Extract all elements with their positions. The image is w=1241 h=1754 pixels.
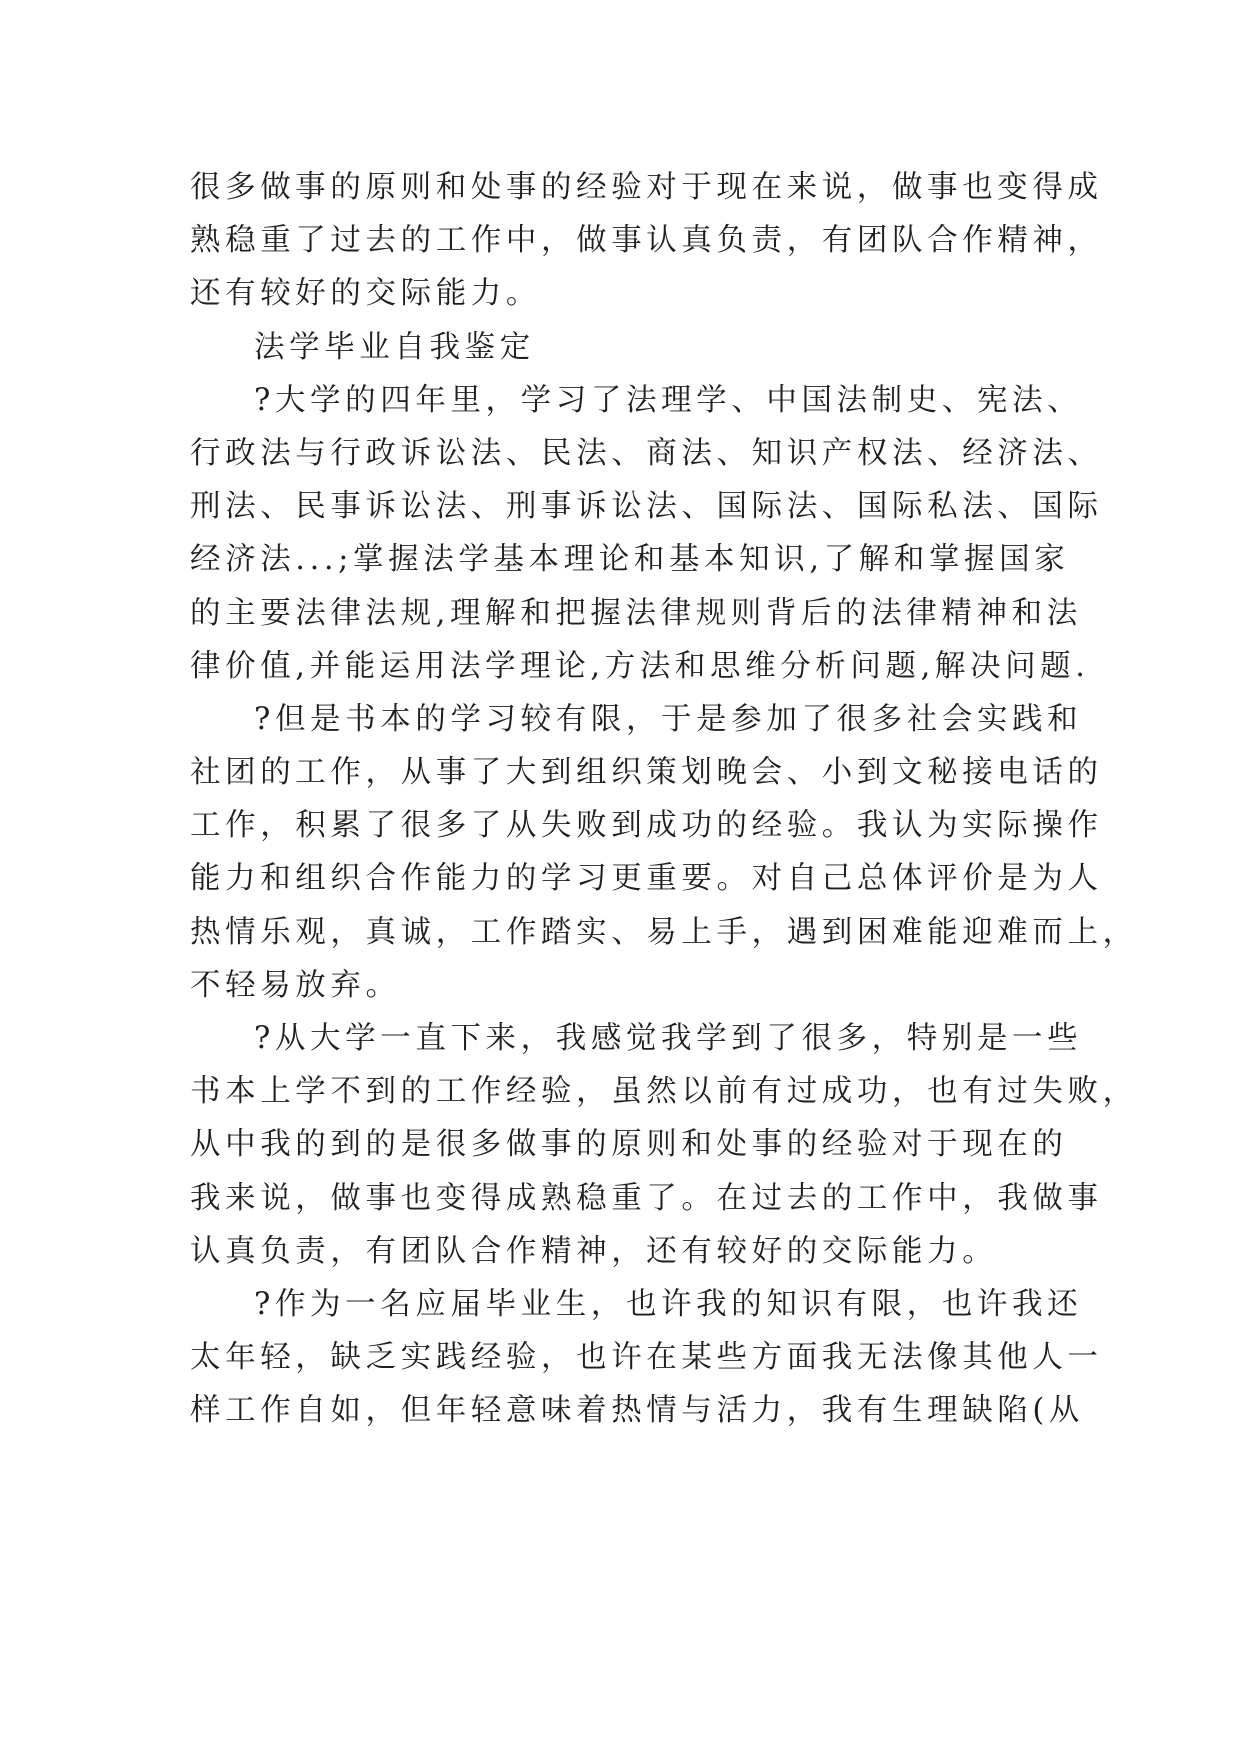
text-line: ?大学的四年里，学习了法理学、中国法制史、宪法、	[254, 382, 1083, 418]
text-line: 不轻易放弃。	[190, 967, 401, 1003]
text-line: 律价值,并能运用法学理论,方法和思维分析问题,解决问题.	[190, 648, 1090, 684]
text-line: 还有较好的交际能力。	[190, 276, 541, 312]
text-line: 工作，积累了很多了从失败到成功的经验。我认为实际操作	[190, 808, 1103, 844]
text-line: 认真负责，有团队合作精神，还有较好的交际能力。	[190, 1233, 998, 1269]
text-line: 太年轻，缺乏实践经验，也许在某些方面我无法像其他人一	[190, 1340, 1103, 1376]
document-body	[190, 161, 1138, 1438]
text-line: 经济法...;掌握法学基本理论和基本知识,了解和掌握国家	[190, 542, 1070, 578]
text-line: 很多做事的原则和处事的经验对于现在来说，做事也变得成	[190, 170, 1103, 205]
text-line: ?从大学一直下来，我感觉我学到了很多，特别是一些	[254, 1021, 1083, 1056]
text-line: 样工作自如，但年轻意味着热情与活力，我有生理缺陷(从	[190, 1393, 1084, 1429]
text-line: 能力和组织合作能力的学习更重要。对自己总体评价是为人	[190, 861, 1103, 897]
text-line: 的主要法律法规,理解和把握法律规则背后的法律精神和法	[190, 595, 1082, 631]
text-line: 我来说，做事也变得成熟稳重了。在过去的工作中，我做事	[190, 1180, 1103, 1216]
text-line: ?但是书本的学习较有限，于是参加了很多社会实践和	[254, 701, 1083, 737]
text-line: 热情乐观，真诚，工作踏实、易上手，遇到困难能迎难而上，	[190, 914, 1138, 950]
text-line: 熟稳重了过去的工作中，做事认真负责，有团队合作精神，	[190, 223, 1103, 259]
text-line: 社团的工作，从事了大到组织策划晚会、小到文秘接电话的	[190, 755, 1103, 791]
text-line: ?作为一名应届毕业生，也许我的知识有限，也许我还	[254, 1286, 1083, 1322]
text-line: 书本上学不到的工作经验，虽然以前有过成功，也有过失败，	[190, 1074, 1138, 1110]
text-line: 刑法、民事诉讼法、刑事诉讼法、国际法、国际私法、国际	[190, 489, 1103, 525]
text-line: 从中我的到的是很多做事的原则和处事的经验对于现在的	[190, 1127, 1068, 1163]
text-line: 行政法与行政诉讼法、民法、商法、知识产权法、经济法、	[190, 435, 1103, 471]
section-heading: 法学毕业自我鉴定	[254, 329, 535, 365]
